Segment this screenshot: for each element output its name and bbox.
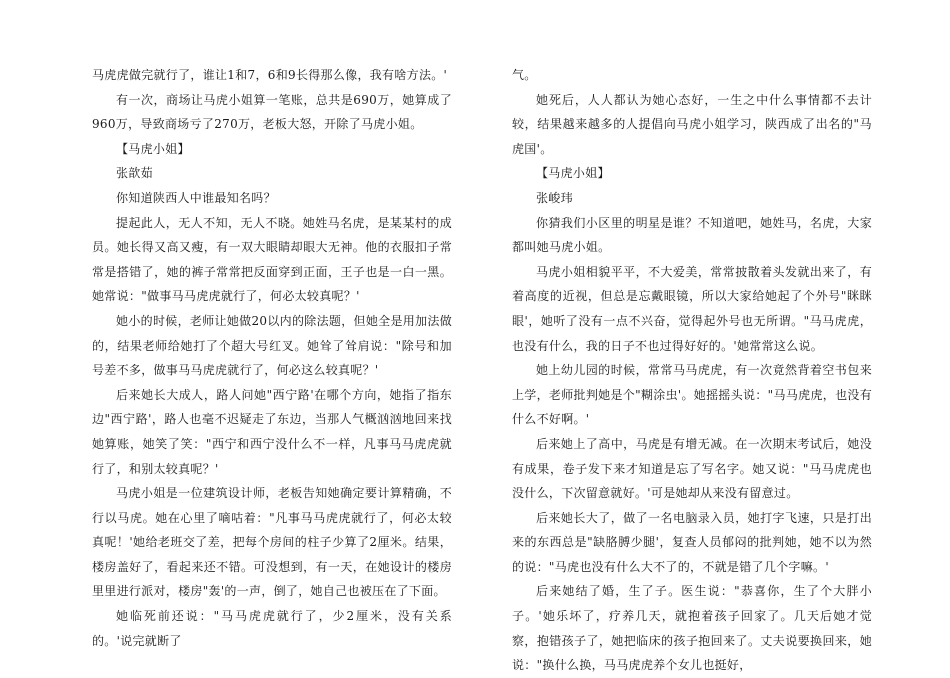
- paragraph: 她小的时候，老师让她做20以内的除法题，但她全是用加法做的，结果老师给她打了个超大号红叉。她耸了耸肩说："除号和加号差不多，做事马马虎虎就行了，何必这么较真呢？': [92, 313, 452, 378]
- right-column: [512, 63, 872, 678]
- paragraph: 你猜我们小区里的明星是谁？不知道吧，她姓马，名虎，大家都叫她马虎小姐。: [512, 215, 872, 255]
- essay-author: 张峻玮: [536, 190, 573, 205]
- paragraph: 后来她结了婚，生了子。医生说："恭喜你，生了个大胖小子。'她乐坏了，疗养几天，就抱着孩子回家了。几天后她才觉察，抱错孩子了，她把临床的孩子抱回来了。丈夫说要换回来，她说："换什么换，马马虎虎养个女儿也挺好，: [512, 584, 872, 673]
- paragraph-continuation: 气。: [512, 68, 537, 82]
- paragraph: 后来她长大成人，路人问她"西宁路'在哪个方向，她指了指东边"西宁路'，路人也毫不迟疑走了东边，当那人气概汹汹地回来找她算账，她笑了笑："西宁和西宁没什么不一样，凡事马马虎虎就行了，和别太较真呢？': [92, 387, 452, 476]
- paragraph: 提起此人，无人不知，无人不晓。她姓马名虎，是某某村的成员。她长得又高又瘦，有一双大眼睛却眼大无神。他的衣服扣子常常是搭错了，她的裤子常常把反面穿到正面，王子也是一白一黑。她常说："做事马马虎虎就行了，何必太较真呢？': [92, 215, 452, 304]
- paragraph: 你知道陕西人中谁最知名吗？: [116, 190, 276, 205]
- left-column: [92, 63, 452, 653]
- essay-title: 【马虎小姐】: [536, 166, 610, 181]
- paragraph-continuation: 马虎虎做完就行了，谁让1和7，6和9长得那么像，我有啥方法。': [92, 68, 448, 82]
- paragraph: 她上幼儿园的时候，常常马马虎虎，有一次竟然背着空书包来上学，老师批判她是个"糊涂虫'。她摇摇头说："马马虎虎，也没有什么不好啊。': [512, 363, 872, 427]
- paragraph: 马虎小姐相貌平平，不大爱美，常常披散着头发就出来了，有着高度的近视，但总是忘戴眼镜，所以大家给她起了个外号"眯眯眼'，她听了没有一点不兴奋，觉得起外号也无所谓。"马马虎虎，也没有什么，我的日子不也过得好好的。'她常常这么说。: [512, 264, 872, 353]
- paragraph: 后来她上了高中，马虎是有增无减。在一次期末考试后，她没有成果，卷子发下来才知道是忘了写名字。她又说："马马虎虎也没什么，下次留意就好。'可是她却从来没有留意过。: [512, 436, 872, 501]
- paragraph: 她临死前还说："马马虎虎就行了，少2厘米，没有关系的。'说完就断了: [92, 609, 452, 648]
- essay-title: 【马虎小姐】: [116, 141, 190, 156]
- essay-author: 张歆茹: [116, 166, 153, 181]
- paragraph: 后来她长大了，做了一名电脑录入员，她打字飞速，只是打出来的东西总是"缺胳膊少腿'，复查人员郁闷的批判她，她不以为然的说："马虎也没有什么大不了的，不就是错了几个字嘛。': [512, 510, 872, 574]
- paragraph: 她死后，人人都认为她心态好，一生之中什么事情都不去计较，结果越来越多的人提倡向马虎小姐学习，陕西成了出名的"马虎国'。: [512, 92, 872, 156]
- paragraph: 有一次，商场让马虎小姐算一笔账，总共是690万，她算成了960万，导致商场亏了270万，老板大怒，开除了马虎小姐。: [92, 92, 452, 132]
- paragraph: 马虎小姐是一位建筑设计师，老板告知她确定要计算精确，不行以马虎。她在心里了嘀咕着："凡事马马虎虎就行了，何必太较真呢！'她给老班交了差，把每个房间的柱子少算了2厘米。结果，楼房盖好了，看起来还不错。可没想到，有一天，在她设计的楼房里里进行派对，楼房"轰'的一声，倒了，她自己也被压在了下面。: [92, 486, 452, 599]
